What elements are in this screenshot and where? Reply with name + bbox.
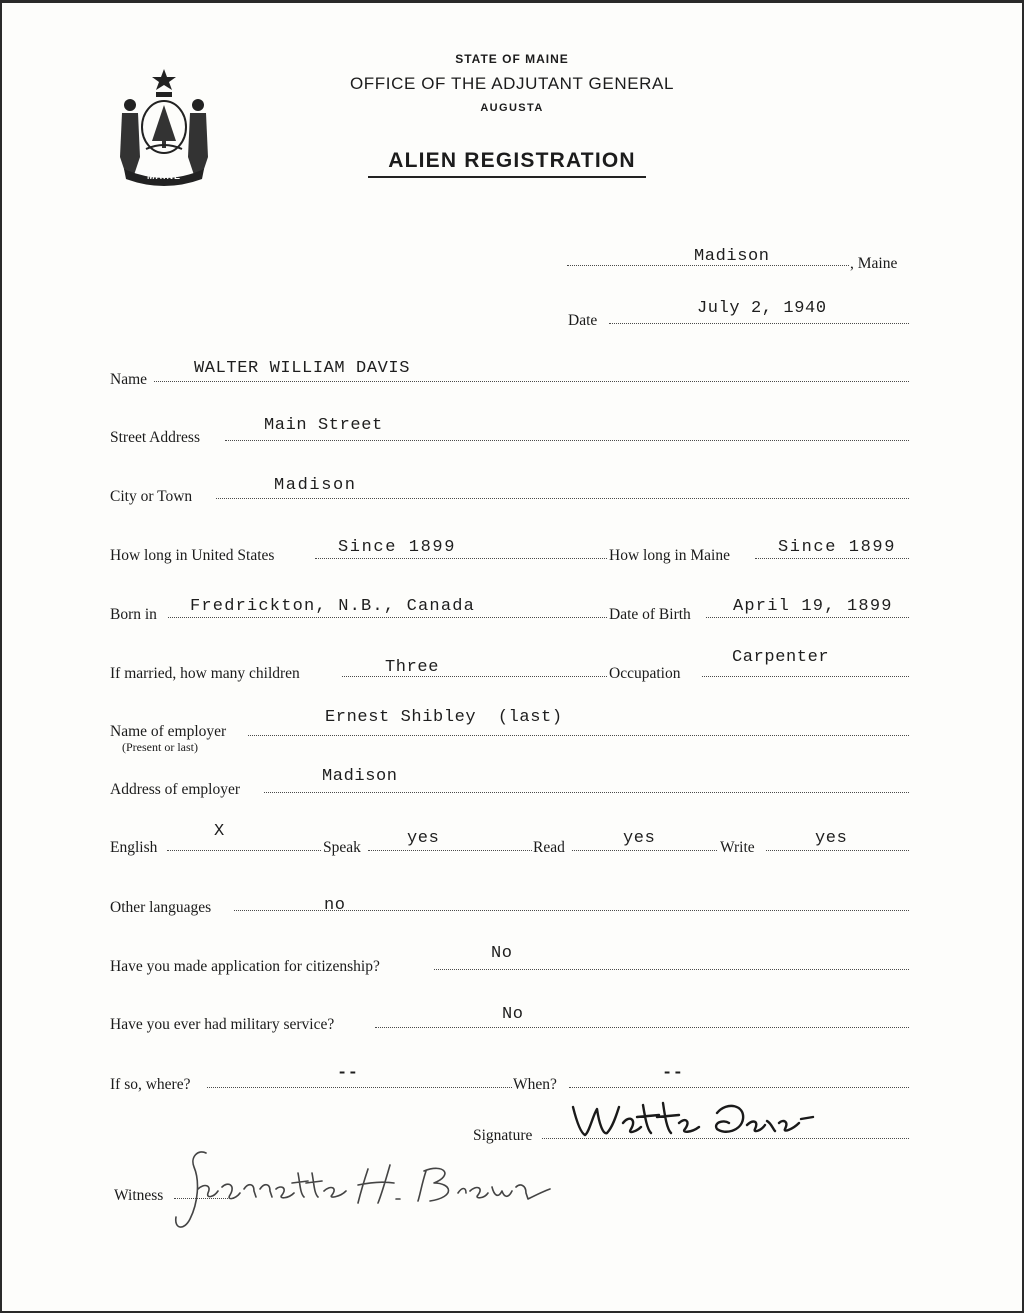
witness-line [174,1198,234,1199]
citizenship-label: Have you made application for citizenship? [110,958,380,975]
employer-sublabel: (Present or last) [122,740,198,754]
city-heading: AUGUSTA [480,102,544,114]
where-label: If so, where? [110,1076,191,1093]
maine-years-label: How long in Maine [609,547,730,564]
place-label: , Maine [850,255,898,272]
name-line [154,381,909,382]
state-heading: STATE OF MAINE [455,52,569,66]
where-value[interactable]: -- [337,1064,359,1083]
town-value[interactable]: Madison [274,476,357,495]
employer-address-line [264,792,909,793]
name-label: Name [110,371,148,388]
citizenship-value[interactable]: No [491,944,513,963]
dob-value[interactable]: April 19, 1899 [733,597,893,616]
children-label: If married, how many children [110,665,300,682]
maine-years-value[interactable]: Since 1899 [778,538,897,557]
when-line [569,1087,909,1088]
employer-address-value[interactable]: Madison [322,767,398,786]
employer-line [248,735,909,736]
maine-years-line [755,558,909,559]
read-line [572,850,717,851]
town-label: City or Town [110,488,193,505]
born-value[interactable]: Fredrickton, N.B., Canada [190,597,476,616]
when-value[interactable]: -- [662,1064,684,1083]
english-line [167,850,321,851]
born-label: Born in [110,606,157,623]
employer-label: Name of employer [110,723,227,740]
read-label: Read [533,839,565,856]
other-languages-value[interactable]: no [324,896,346,915]
signature-label: Signature [473,1127,533,1144]
employer-value[interactable]: Ernest Shibley (last) [325,708,563,727]
place-value[interactable]: Madison [694,247,770,266]
military-value[interactable]: No [502,1005,524,1024]
english-label: English [110,839,158,856]
registration-form [2,3,1022,1311]
write-label: Write [720,839,755,856]
name-value[interactable]: WALTER WILLIAM DAVIS [194,359,411,378]
children-line [342,676,607,677]
military-label: Have you ever had military service? [110,1016,335,1033]
date-value[interactable]: July 2, 1940 [697,299,827,318]
office-heading: OFFICE OF THE ADJUTANT GENERAL [349,74,675,93]
title-underline [368,176,646,178]
speak-label: Speak [323,839,361,856]
english-value[interactable]: X [214,822,225,841]
street-label: Street Address [110,429,200,446]
us-years-value[interactable]: Since 1899 [338,538,457,557]
born-line [168,617,607,618]
occupation-label: Occupation [609,665,681,682]
employer-address-label: Address of employer [110,781,240,798]
seal-banner-text: MAINE [147,171,181,181]
date-line [609,323,909,324]
speak-value[interactable]: yes [407,829,440,848]
occupation-value[interactable]: Carpenter [732,648,830,667]
write-line [766,850,909,851]
town-line [216,498,909,499]
signature-handwriting[interactable] [567,1093,827,1149]
us-years-label: How long in United States [110,547,275,564]
street-line [225,440,909,441]
street-value[interactable]: Main Street [264,416,383,435]
where-line [207,1087,512,1088]
dob-label: Date of Birth [609,606,691,623]
when-label: When? [513,1076,557,1093]
witness-label: Witness [114,1187,164,1204]
dob-line [706,617,909,618]
read-value[interactable]: yes [623,829,656,848]
us-years-line [315,558,607,559]
occupation-line [702,676,909,677]
military-line [375,1027,909,1028]
speak-line [368,850,532,851]
write-value[interactable]: yes [815,829,848,848]
witness-handwriting[interactable] [168,1143,598,1239]
citizenship-line [434,969,909,970]
date-label: Date [568,312,598,329]
other-languages-label: Other languages [110,899,212,916]
form-title: ALIEN REGISTRATION [388,149,636,172]
children-value[interactable]: Three [385,658,440,677]
